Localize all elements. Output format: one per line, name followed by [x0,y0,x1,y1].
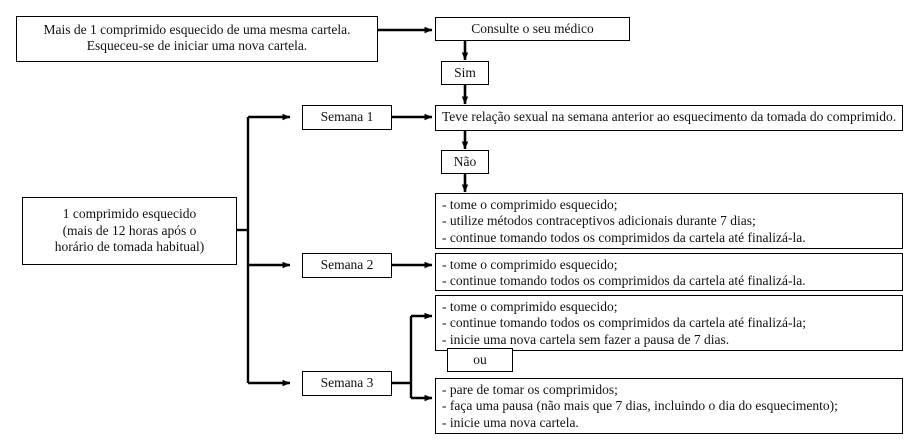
node-advice-week-2-line-1: - tome o comprimido esquecido; [442,257,618,272]
node-advice-week-1-line-1: - tome o comprimido esquecido; [442,197,618,212]
node-advice-week-3-option-b-line-3: - inicie uma nova cartela. [442,414,579,430]
node-question-sex-line-1: Teve relação sexual na semana anterior ao esquecimento da tomada do comprimido. [442,109,897,124]
node-advice-week-3-option-b-line-1: - pare de tomar os comprimidos; [442,382,618,397]
node-advice-week-3-option-b-line-2: - faça uma pausa (não mais que 7 dias, incluindo o dia do esquecimento); [442,398,838,414]
node-advice-week-1-line-2: - utilize métodos contraceptivos adicionais durante 7 dias; [442,213,756,229]
node-missed-one-line-2: (mais de 12 horas após o [62,222,197,238]
node-advice-week-3-option-b [435,378,903,434]
node-week-2-label: Semana 2 [320,257,374,273]
node-week-3-label: Semana 3 [320,375,374,391]
node-advice-week-3-option-a-line-3: - inicie uma nova cartela sem fazer a pausa de 7 dias. [442,331,730,347]
node-missed-multiple-line-2: Esqueceu-se de iniciar uma nova cartela. [86,38,308,54]
node-yes-label: Sim [454,64,476,80]
node-week-1 [302,105,392,130]
node-week-1-label: Semana 1 [320,109,374,125]
node-advice-week-1-line-3: - continue tomando todos os comprimidos da cartela até finalizá-la. [442,229,806,245]
node-missed-one-line-1: 1 comprimido esquecido [62,206,197,222]
node-advice-week-3-option-a-line-1: - tome o comprimido esquecido; [442,299,618,314]
node-no [441,150,489,174]
node-yes [441,61,489,85]
node-consult-doctor [435,17,630,41]
node-advice-week-2-line-2: - continue tomando todos os comprimidos da cartela até finalizá-la. [442,273,806,289]
node-advice-week-2 [435,253,903,291]
node-advice-week-1 [435,193,903,249]
node-missed-multiple [16,16,378,62]
node-missed-one-line-3: horário de tomada habitual) [54,239,205,255]
node-advice-week-3-option-a [435,295,903,351]
node-no-label: Não [453,153,477,169]
node-question-sex [435,105,903,131]
node-or [447,348,513,372]
node-or-label: ou [473,351,487,367]
node-consult-doctor-label: Consulte o seu médico [471,20,594,36]
node-advice-week-3-option-a-line-2: - continue tomando todos os comprimidos da cartela até finalizá-la; [442,315,807,331]
node-missed-one [22,197,237,265]
node-missed-multiple-line-1: Mais de 1 comprimido esquecido de uma mesma cartela. [43,22,351,37]
node-week-2 [302,253,392,278]
node-week-3 [302,371,392,396]
